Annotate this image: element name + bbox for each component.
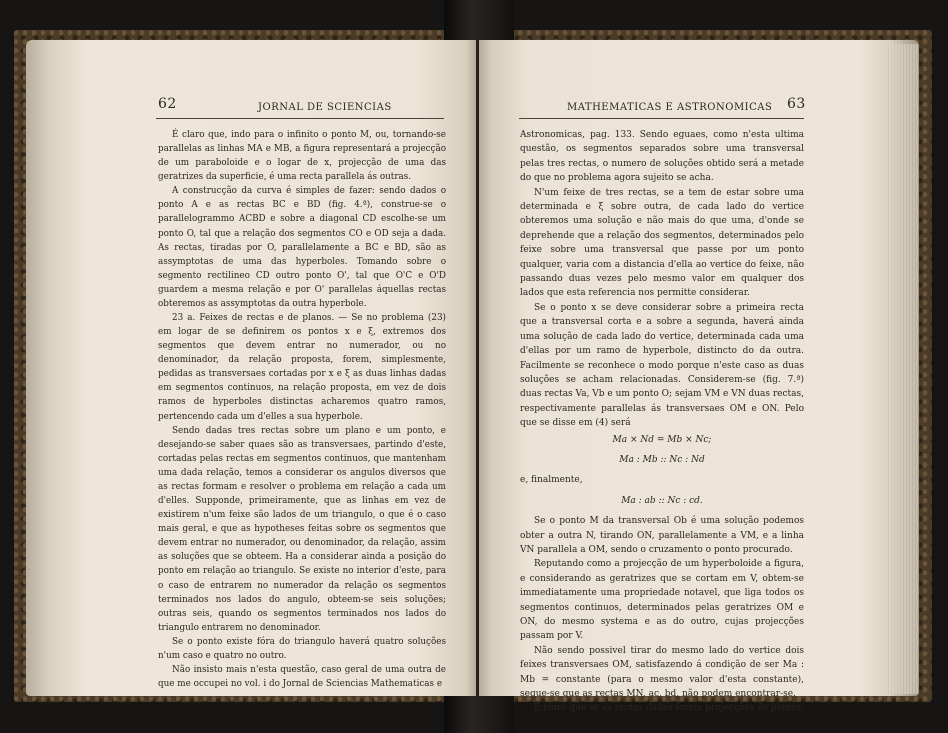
right-page-text xyxy=(520,128,804,716)
formula-lead: e, finalmente, xyxy=(520,475,583,486)
formula-3: Ma : ab :: Nc : cd. xyxy=(621,495,703,506)
right-header-rule xyxy=(519,118,804,119)
left-paragraph-2: A construcção da curva é simples de fazer: sendo dados o ponto A e as rectas BC e BD (fig. 4.ª), construe-se o parallelogrammo ACBD e sobre a diagonal CD escolhe-se um ponto O, tal que a relação dos segmentos CO e OD seja a dada. As rectas, tiradas por O, parallelamente a BC e BD, são as assymptotas de uma das hyperboles. Tomando sobre o segmento rectilineo CD outro ponto O', tal que O'C e O'D guardem a mesma relação e por O' parallelas áquellas rectas obteremos as assymptotas da outra hyperbole. xyxy=(158,186,446,309)
right-page-number: 63 xyxy=(787,96,806,112)
formula-2: Ma : Mb :: Nc : Nd xyxy=(619,454,705,465)
right-paragraph-2: N'um feixe de tres rectas, se a tem de estar sobre uma determinada e ξ sobre outra, de cada lado do vertice obteremos uma solução e não mais do que uma, d'onde se deprehende que a relação dos segmentos, determinados pelo feixe sobre uma transversal que passe por um ponto qualquer, varia com a distancia d'ella ao vertice do feixe, não passando duas vezes pelo mesmo valor em qualquer dos lados que esta referencia nos permitte considerar. xyxy=(520,187,804,299)
right-paragraph-6: Não sendo possivel tirar do mesmo lado do vertice dois feixes transversaes OM, satisfazendo á condição de ser Ma : Mb = constante (para o mesmo valor d'esta constante), segue-se que as rectas MN, ac, bd, não podem encontrar-se. xyxy=(520,645,804,700)
right-paragraph-1: Astronomicas, pag. 133. Sendo eguaes, como n'esta ultima questão, os segmentos separados sobre uma transversal pelas tres rectas, o numero de soluções obtido será a metade do que no problema agora sujeito se acha. xyxy=(520,130,804,184)
left-paragraph-4: Sendo dadas tres rectas sobre um plano e um ponto, e desejando-se saber quaes são as transversaes, partindo d'este, cortadas pelas rectas em segmentos continuos, que mantenham uma dada relação, temos a considerar os angulos diversos que as rectas formam e resolver o problema em relação a cada um d'elles. Supponde, primeiramente, que as linhas em vez de existirem n'um feixe são lados de um triangulo, o que é o caso mais geral, e que as hypotheses feitas sobre os segmentos que devem entrar no numerador, ou denominador, da relação, assim as soluções que se obteem. Ha a considerar ainda a posição do ponto em relação ao triangulo. Se existe no interior d'este, para o caso de entrarem no numerador da relação os segmentos terminados nos lados do angulo, obteem-se seis soluções; outras seis, quando os segmentos terminados nos lados do triangulo entrarem no denominador. xyxy=(158,425,446,633)
left-page xyxy=(26,40,476,696)
left-running-head: JORNAL DE SCIENCIAS xyxy=(258,102,392,113)
left-header-rule xyxy=(156,118,444,119)
right-paragraph-7: É claro que se as rectas dadas forem projecções de planos, xyxy=(534,703,804,714)
left-paragraph-5: Se o ponto existe fóra do triangulo haverá quatro soluções n'um caso e quatro no outro. xyxy=(158,636,446,661)
right-paragraph-3: Se o ponto x se deve considerar sobre a primeira recta que a transversal corta e a sobre a segunda, haverá ainda uma solução de cada lado do vertice, determinada cada uma d'ellas por um ramo de hyperbole, distincto do da outra. Facilmente se reconhece o modo porque n'este caso as duas soluções se acham relacionadas. Considerem-se (fig. 7.ª) duas rectas Va, Vb e um ponto O; sejam VM e VN duas rectas, respectivamente parallelas ás transversaes OM e ON. Pelo que se disse em (4) será xyxy=(520,302,804,429)
left-page-header xyxy=(26,96,476,120)
right-page-header xyxy=(479,96,919,120)
left-page-text xyxy=(158,128,446,691)
left-paragraph-3: 23 a. Feixes de rectas e de planos. — Se no problema (23) em logar de se definirem os pontos x e ξ, extremos dos segmentos que devem entrar no numerador, ou no denominador, da relação proposta, forem, simplesmente, pedidas as transversaes cortadas por x e ξ as duas linhas dadas em segmentos continuos, na relação proposta, em vez de dois ramos de hyperboles distinctas acharemos quatro ramos, pertencendo cada um d'elles a sua hyperbole. xyxy=(158,313,446,422)
formula-1: Ma × Nd = Mb × Nc; xyxy=(612,434,712,445)
right-paragraph-5: Reputando como a projecção de um hyperboloide a figura, e considerando as geratrizes que se cortam em V, obtem-se immediatamente uma propriedade notavel, que liga todos os segmentos continuos, determinados pelas geratrizes OM e ON, do mesmo systema e as do outro, cujas projecções passam por V. xyxy=(520,559,804,642)
left-paragraph-1: É claro que, indo para o infinito o ponto M, ou, tornando-se parallelas as linhas MA e MB, a figura representará a projecção de um paraboloide e o logar de x, projecção de uma das geratrizes da superficie, é uma recta parallela ás outras. xyxy=(158,130,446,183)
left-paragraph-6: Não insisto mais n'esta questão, caso geral de uma outra de que me occupei no vol. i do Jornal de Sciencias Mathematicas e xyxy=(158,664,446,690)
right-page xyxy=(479,40,919,714)
page-edge-stack xyxy=(888,44,918,694)
left-page-number: 62 xyxy=(158,96,177,112)
right-paragraph-4: Se o ponto M da transversal Ob é uma solução podemos obter a outra N, tirando ON, parallelamente a VM, e a linha VN parallela a OM, sendo o cruzamento o ponto procurado. xyxy=(520,516,804,555)
right-running-head: MATHEMATICAS E ASTRONOMICAS xyxy=(567,102,773,113)
